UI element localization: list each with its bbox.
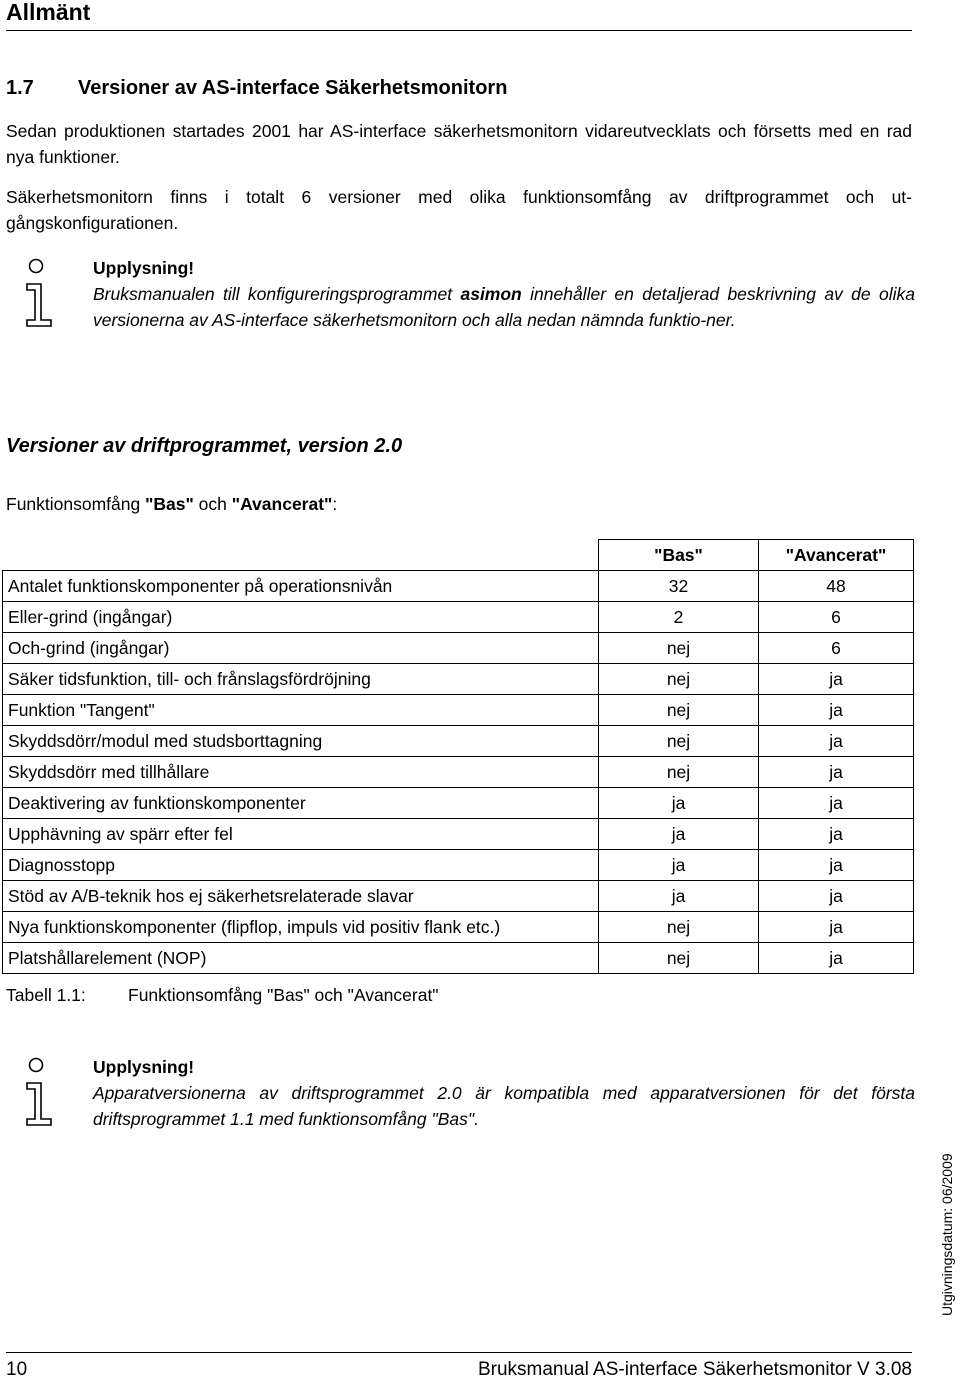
table-cell-feature: Skyddsdörr/modul med studsborttagning	[3, 726, 599, 757]
table-cell-avancerat: 48	[759, 571, 914, 602]
table-cell-bas: nej	[599, 695, 759, 726]
table-cell-bas: nej	[599, 726, 759, 757]
subheading: Versioner av driftprogrammet, version 2.0	[6, 435, 403, 457]
table-header-row	[3, 540, 914, 571]
section-title: Versioner av AS-interface Säkerhetsmonitorn	[78, 77, 508, 99]
table-intro: Funktionsomfång "Bas" och "Avancerat":	[6, 494, 338, 514]
table-row	[3, 664, 914, 695]
table-cell-avancerat: ja	[759, 788, 914, 819]
info-icon	[22, 1057, 56, 1127]
table-row	[3, 695, 914, 726]
section-number: 1.7	[6, 77, 34, 99]
table-cell-bas: 2	[599, 602, 759, 633]
table-cell-feature: Funktion "Tangent"	[3, 695, 599, 726]
table-cell-avancerat: ja	[759, 943, 914, 974]
table-caption	[6, 982, 439, 1008]
table-cell-feature: Säker tidsfunktion, till- och frånslagsfördröjning	[3, 664, 599, 695]
footer-document-title: Bruksmanual AS-interface Säkerhetsmonitor V 3.08	[477, 1359, 912, 1380]
table-row	[3, 943, 914, 974]
table-cell-avancerat: ja	[759, 726, 914, 757]
table-cell-avancerat: ja	[759, 695, 914, 726]
table-cell-feature: Deaktivering av funktionskomponenter	[3, 788, 599, 819]
table-cell-avancerat: ja	[759, 819, 914, 850]
table-cell-bas: nej	[599, 664, 759, 695]
table-cell-bas: nej	[599, 757, 759, 788]
note-1-title: Upplysning!	[93, 258, 195, 278]
note-1-body: Bruksmanualen till konfigureringsprogrammet asimon innehåller en detaljerad beskrivning av de olika versionerna av AS-interface säkerhetsmonitorn och alla nedan nämnda funktio-ner.	[93, 284, 915, 330]
table-cell-bas: nej	[599, 943, 759, 974]
table-cell-feature: Nya funktionskomponenter (flipflop, impuls vid positiv flank etc.)	[3, 912, 599, 943]
table-cell-avancerat: ja	[759, 664, 914, 695]
table-cell-bas: ja	[599, 788, 759, 819]
table-cell-feature: Platshållarelement (NOP)	[3, 943, 599, 974]
table-caption-label: Tabell 1.1:	[6, 985, 86, 1005]
table-cell-bas: 32	[599, 571, 759, 602]
table-cell-feature: Antalet funktionskomponenter på operationsnivån	[3, 571, 599, 602]
note-1	[93, 255, 915, 333]
footer-rule	[6, 1352, 912, 1353]
table-caption-text: Funktionsomfång "Bas" och "Avancerat"	[128, 985, 439, 1005]
table-cell-bas: nej	[599, 912, 759, 943]
table-header-avancerat: "Avancerat"	[759, 540, 914, 571]
table-cell-bas: ja	[599, 819, 759, 850]
note-2-title: Upplysning!	[93, 1057, 195, 1077]
function-table	[2, 539, 914, 974]
table-cell-feature: Skyddsdörr med tillhållare	[3, 757, 599, 788]
paragraph-1: Sedan produktionen startades 2001 har AS-interface säkerhetsmonitorn vidareutvecklats och försetts med en rad nya funktioner.	[6, 121, 912, 167]
table-row	[3, 819, 914, 850]
table-cell-bas: ja	[599, 881, 759, 912]
note-2	[93, 1054, 915, 1132]
table-row	[3, 602, 914, 633]
table-row	[3, 912, 914, 943]
table-row	[3, 881, 914, 912]
section-heading	[6, 74, 507, 102]
info-icon	[22, 258, 56, 328]
table-cell-feature: Stöd av A/B-teknik hos ej säkerhetsrelaterade slavar	[3, 881, 599, 912]
note-1-program-name: asimon	[460, 284, 522, 304]
table-cell-feature: Diagnosstopp	[3, 850, 599, 881]
table-cell-avancerat: 6	[759, 602, 914, 633]
table-header-empty	[3, 540, 599, 571]
table-cell-feature: Upphävning av spärr efter fel	[3, 819, 599, 850]
table-cell-avancerat: ja	[759, 850, 914, 881]
page-number: 10	[6, 1359, 28, 1380]
table-cell-bas: ja	[599, 850, 759, 881]
page-header-title: Allmänt	[6, 0, 91, 25]
table-row	[3, 757, 914, 788]
table-header-bas: "Bas"	[599, 540, 759, 571]
table-cell-avancerat: ja	[759, 912, 914, 943]
table-cell-avancerat: ja	[759, 757, 914, 788]
note-2-body: Apparatversionerna av driftsprogrammet 2.0 är kompatibla med apparatversionen för det första driftsprogrammet 1.1 med funktionsomfång "Bas".	[93, 1083, 915, 1129]
table-row	[3, 571, 914, 602]
table-row	[3, 788, 914, 819]
table-row	[3, 850, 914, 881]
paragraph-2: Säkerhetsmonitorn finns i totalt 6 versioner med olika funktionsomfång av driftprogrammet och ut-gångskonfigurationen.	[6, 187, 912, 233]
table-cell-feature: Eller-grind (ingångar)	[3, 602, 599, 633]
table-cell-feature: Och-grind (ingångar)	[3, 633, 599, 664]
publication-date: Utgivningsdatum: 06/2009	[939, 1153, 955, 1316]
table-row	[3, 633, 914, 664]
table-cell-avancerat: 6	[759, 633, 914, 664]
table-cell-avancerat: ja	[759, 881, 914, 912]
header-rule	[6, 30, 912, 31]
table-row	[3, 726, 914, 757]
table-cell-bas: nej	[599, 633, 759, 664]
